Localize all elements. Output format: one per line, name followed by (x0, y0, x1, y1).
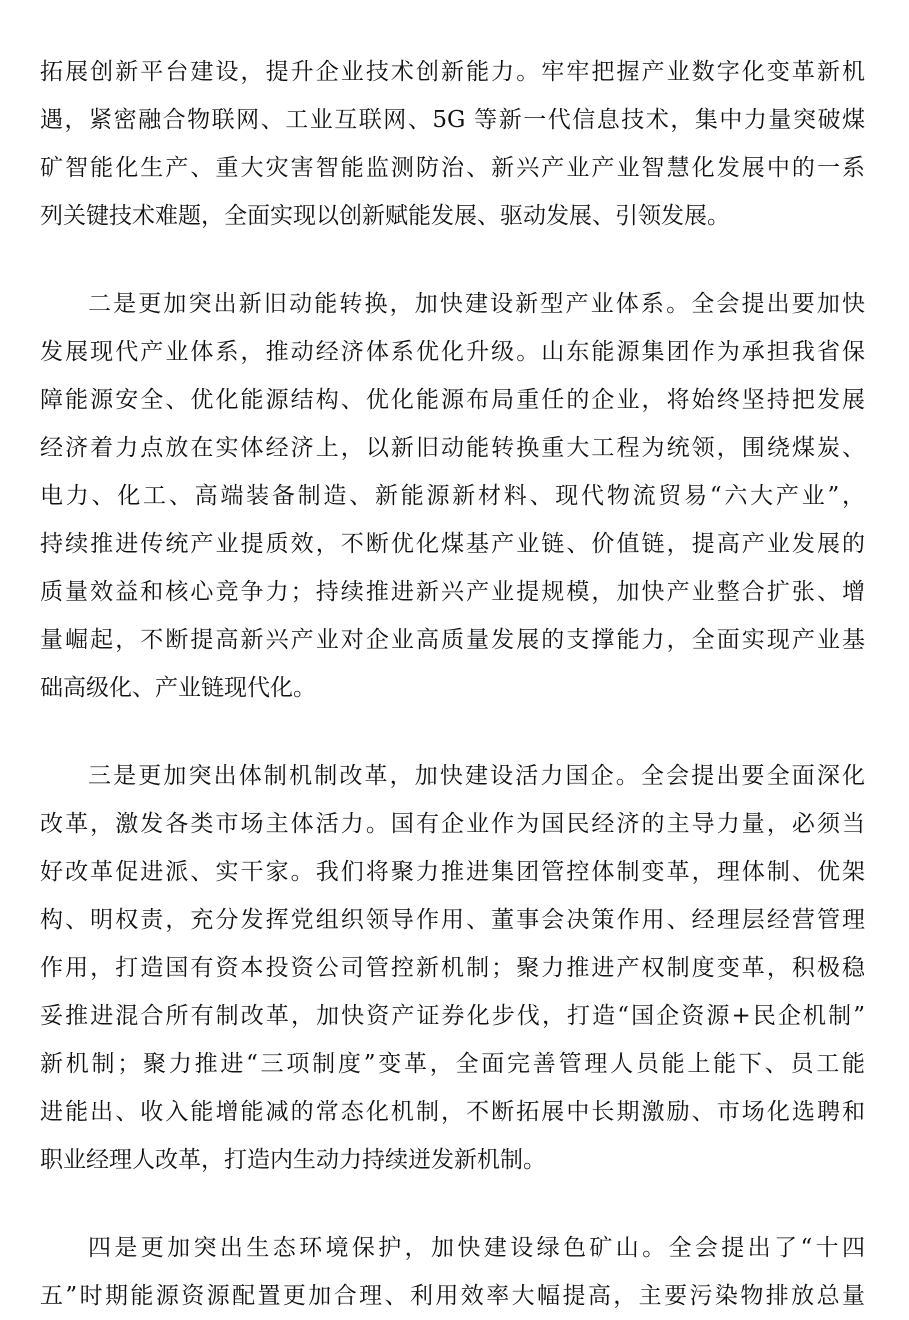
paragraph-gap (40, 712, 865, 752)
paragraph-ecology (40, 1224, 865, 1320)
text-line: 改革，激发各类市场主体活力。国有企业作为国民经济的主导力量，必须当 (40, 811, 865, 837)
text-line: 列关键技术难题，全面实现以创新赋能发展、驱动发展、引领发展。 (40, 203, 730, 229)
text-line: 新机制；聚力推进“三项制度”变革，全面完善管理人员能上能下、员工能 (40, 1051, 865, 1077)
document-page (40, 48, 865, 1320)
paragraph-gap (40, 1184, 865, 1224)
paragraph-industry-system (40, 280, 865, 712)
text-line: 进能出、收入能增能减的常态化机制，不断拓展中长期激励、市场化选聘和 (40, 1099, 865, 1125)
text-line: 拓展创新平台建设，提升企业技术创新能力。牢牢把握产业数字化变革新机 (40, 59, 865, 85)
text-line: 持续推进传统产业提质效，不断优化煤基产业链、价值链，提高产业发展的 (40, 531, 865, 557)
text-line: 经济着力点放在实体经济上，以新旧动能转换重大工程为统领，围绕煤炭、 (40, 435, 865, 461)
text-line: 四是更加突出生态环境保护，加快建设绿色矿山。全会提出了“十四 (88, 1235, 865, 1261)
text-line: 发展现代产业体系，推动经济体系优化升级。山东能源集团作为承担我省保 (40, 339, 865, 365)
text-line: 构、明权责，充分发挥党组织领导作用、董事会决策作用、经理层经营管理 (40, 907, 865, 933)
text-line: 作用，打造国有资本投资公司管控新机制；聚力推进产权制度变革，积极稳 (40, 955, 865, 981)
text-line: 妥推进混合所有制改革，加快资产证券化步伐，打造“国企资源+民企机制” (40, 1003, 865, 1029)
text-line: 障能源安全、优化能源结构、优化能源布局重任的企业，将始终坚持把发展 (40, 387, 865, 413)
paragraph-gap (40, 240, 865, 280)
text-line: 五”时期能源资源配置更加合理、利用效率大幅提高，主要污染物排放总量 (40, 1283, 865, 1309)
text-line: 好改革促进派、实干家。我们将聚力推进集团管控体制变革，理体制、优架 (40, 859, 865, 885)
paragraph-innovation (40, 48, 865, 240)
text-line: 职业经理人改革，打造内生动力持续迸发新机制。 (40, 1147, 546, 1173)
text-line: 二是更加突出新旧动能转换，加快建设新型产业体系。全会提出要加快 (88, 291, 865, 317)
text-line: 三是更加突出体制机制改革，加快建设活力国企。全会提出要全面深化 (88, 763, 865, 789)
text-line: 量崛起，不断提高新兴产业对企业高质量发展的支撑能力，全面实现产业基 (40, 627, 865, 653)
text-line: 电力、化工、高端装备制造、新能源新材料、现代物流贸易“六大产业”， (40, 483, 865, 509)
text-line: 遇，紧密融合物联网、工业互联网、5G 等新一代信息技术，集中力量突破煤 (40, 107, 865, 133)
text-line: 质量效益和核心竞争力；持续推进新兴产业提规模，加快产业整合扩张、增 (40, 579, 865, 605)
text-line: 矿智能化生产、重大灾害智能监测防治、新兴产业产业智慧化发展中的一系 (40, 155, 865, 181)
paragraph-reform (40, 752, 865, 1184)
text-line: 础高级化、产业链现代化。 (40, 675, 316, 701)
